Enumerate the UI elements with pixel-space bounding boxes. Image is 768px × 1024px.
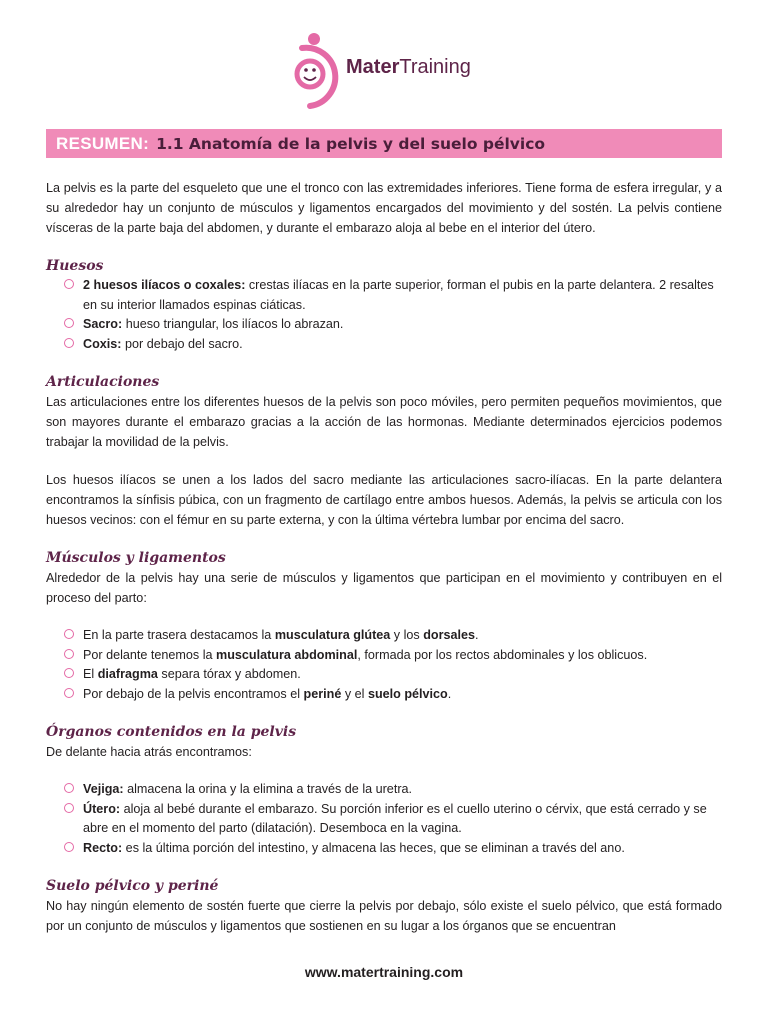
list-item: 2 huesos ilíacos o coxales: crestas ilíacas en la parte superior, forman el pubis en la parte delantera. 2 resaltes en su interior llamados espinas ciáticas. bbox=[46, 276, 722, 315]
footer-url[interactable]: www.matertraining.com bbox=[304, 964, 464, 980]
list-item: El diafragma separa tórax y abdomen. bbox=[46, 665, 722, 685]
list-item: Útero: aloja al bebé durante el embarazo. Su porción inferior es el cuello uterino o cérvix, que está cerrado y se abre en el momento del parto (dilatación). Desemboca en la vagina. bbox=[46, 800, 722, 839]
list-item: Sacro: hueso triangular, los ilíacos lo abrazan. bbox=[46, 315, 722, 335]
articulaciones-paragraph-2: Los huesos ilíacos se unen a los lados del sacro mediante las articulaciones sacro-ilíacas. En la parte delantera encontramos la sínfisis púbica, con un fragmento de cartílago entre ambos huesos. Además, la pelvis se articula con los huesos vecinos: con el fémur en su parte externa, y con la última vértebra lumbar por encima del sacro. bbox=[46, 473, 722, 527]
section-heading-suelo: Suelo pélvico y periné bbox=[46, 878, 219, 894]
section-heading-musculos: Músculos y ligamentos bbox=[46, 550, 226, 566]
circle-bullet-icon bbox=[64, 338, 74, 348]
circle-bullet-icon bbox=[64, 842, 74, 852]
circle-bullet-icon bbox=[64, 783, 74, 793]
musculos-list bbox=[46, 626, 722, 704]
list-item: Por delante tenemos la musculatura abdominal, formada por los rectos abdominales y los oblicuos. bbox=[46, 646, 722, 666]
logo-wordmark: MaterTraining bbox=[346, 56, 471, 78]
section-heading-huesos: Huesos bbox=[46, 258, 104, 274]
musculos-paragraph: Alrededor de la pelvis hay una serie de músculos y ligamentos que participan en el movimiento y contribuyen en el proceso del parto: bbox=[46, 571, 722, 605]
circle-bullet-icon bbox=[64, 318, 74, 328]
list-item: Coxis: por debajo del sacro. bbox=[46, 335, 722, 355]
articulaciones-paragraph-1: Las articulaciones entre los diferentes huesos de la pelvis son poco móviles, pero permiten pequeños movimientos, que son mayores durante el embarazo gracias a la acción de las hormonas. Mediante determinados ejercicios podemos trabajar la movilidad de la pelvis. bbox=[46, 395, 722, 449]
organos-paragraph: De delante hacia atrás encontramos: bbox=[46, 745, 252, 759]
circle-bullet-icon bbox=[64, 803, 74, 813]
list-item: Por debajo de la pelvis encontramos el periné y el suelo pélvico. bbox=[46, 685, 722, 705]
section-heading-organos: Órganos contenidos en la pelvis bbox=[46, 724, 297, 740]
circle-bullet-icon bbox=[64, 649, 74, 659]
summary-banner bbox=[46, 129, 722, 158]
circle-bullet-icon bbox=[64, 629, 74, 639]
document-body bbox=[46, 178, 722, 936]
list-item: En la parte trasera destacamos la musculatura glútea y los dorsales. bbox=[46, 626, 722, 646]
list-item: Recto: es la última porción del intestino, y almacena las heces, que se eliminan a través del ano. bbox=[46, 839, 722, 859]
logo-mother-baby-icon bbox=[288, 30, 342, 110]
circle-bullet-icon bbox=[64, 688, 74, 698]
organos-list bbox=[46, 780, 722, 858]
matertraining-logo bbox=[288, 30, 488, 110]
list-item: Vejiga: almacena la orina y la elimina a través de la uretra. bbox=[46, 780, 722, 800]
section-heading-articulaciones: Articulaciones bbox=[46, 374, 160, 390]
circle-bullet-icon bbox=[64, 279, 74, 289]
banner-lead: RESUMEN: bbox=[56, 133, 150, 153]
banner-title: 1.1 Anatomía de la pelvis y del suelo pélvico bbox=[156, 134, 546, 153]
intro-paragraph: La pelvis es la parte del esqueleto que une el tronco con las extremidades inferiores. Tiene forma de esfera irregular, y a su alrededor hay un conjunto de músculos y ligamentos encargados del movimiento y del sostén. La pelvis contiene vísceras de la parte baja del abdomen, y durante el embarazo aloja al bebe en el interior del útero. bbox=[46, 181, 722, 235]
circle-bullet-icon bbox=[64, 668, 74, 678]
huesos-list bbox=[46, 276, 722, 354]
suelo-paragraph: No hay ningún elemento de sostén fuerte que cierre la pelvis por debajo, sólo existe el suelo pélvico, que está formado por un conjunto de músculos y ligamentos que sostienen en su lugar a los órganos que se encuentran bbox=[46, 899, 722, 933]
